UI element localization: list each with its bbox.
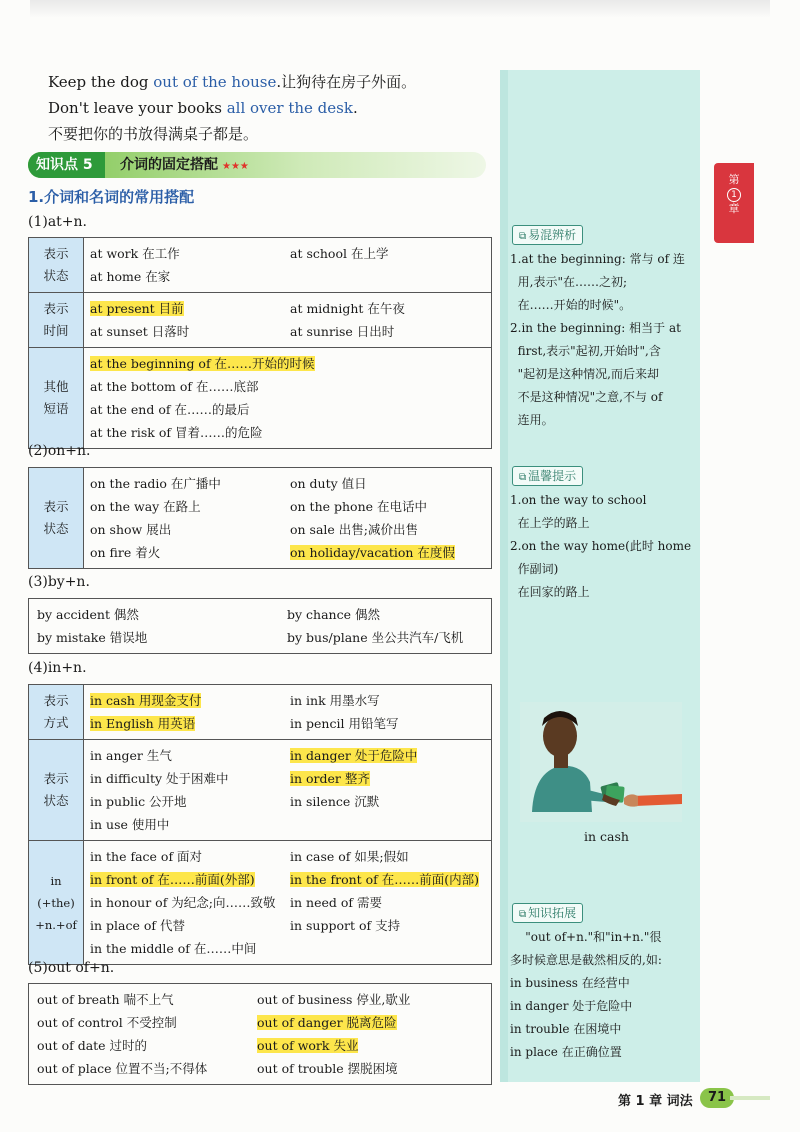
note-line: 用,表示"在……之初; xyxy=(510,275,628,289)
col-right xyxy=(290,242,490,288)
phrase: by bus/plane 坐公共汽车/飞机 xyxy=(287,630,464,645)
intro-text: . xyxy=(352,99,358,117)
note-line: in trouble 在困境中 xyxy=(510,1022,622,1036)
row-label-text: 表示 状态 xyxy=(43,246,69,283)
note-line: 1.at the beginning: 常与 of 连 xyxy=(510,252,685,266)
phrase: at the risk of 冒着……的危险 xyxy=(90,425,263,440)
phrase xyxy=(90,297,290,320)
highlighted-phrase: in order 整齐 xyxy=(290,771,370,786)
phrase: in use 使用中 xyxy=(90,817,170,832)
phrase xyxy=(90,689,290,712)
table-cell xyxy=(84,740,492,841)
cell-columns xyxy=(37,988,491,1080)
table-row xyxy=(29,468,492,569)
sidebar-note-extension xyxy=(510,926,696,1064)
table-in xyxy=(28,684,492,965)
phrase: at the end of 在……的最后 xyxy=(90,402,250,417)
sidebar-tag-extension xyxy=(512,903,583,923)
row-label xyxy=(29,238,84,293)
subheading-by: (3)by+n. xyxy=(28,574,90,590)
sidebar-tag-confusion xyxy=(512,225,583,245)
phrase: in difficulty 处于困难中 xyxy=(90,771,229,786)
cell-columns xyxy=(90,689,491,735)
col-right xyxy=(290,744,490,836)
highlighted-phrase: on holiday/vacation 在度假 xyxy=(290,545,455,560)
section-title xyxy=(120,152,249,180)
note-line: 在……开始的时候"。 xyxy=(510,298,632,312)
note-line: 在回家的路上 xyxy=(510,585,590,599)
highlighted-phrase: out of danger 脱离危险 xyxy=(257,1015,397,1030)
col-right xyxy=(290,297,490,343)
phrase: out of business 停业,歇业 xyxy=(257,992,411,1007)
phrase: on the radio 在广播中 xyxy=(90,476,221,491)
table-cell xyxy=(84,685,492,740)
col-right xyxy=(290,845,490,960)
col-left xyxy=(90,297,290,343)
note-line: in business 在经营中 xyxy=(510,976,630,990)
phrase: in need of 需要 xyxy=(290,895,382,910)
phrase: in pencil 用铅笔写 xyxy=(290,716,399,731)
phrase: out of trouble 摆脱困境 xyxy=(257,1061,398,1076)
table-on xyxy=(28,467,492,569)
note-line: in danger 处于危险中 xyxy=(510,999,633,1013)
note-line: first,表示"起初,开始时",含 xyxy=(510,344,661,358)
highlighted-phrase: at present 目前 xyxy=(90,301,184,316)
phrase: on duty 值日 xyxy=(290,476,367,491)
phrase: at school 在上学 xyxy=(290,246,389,261)
note-line: 2.on the way home(此时 home xyxy=(510,539,692,553)
phrase: at sunset 日落时 xyxy=(90,324,190,339)
cell-columns xyxy=(90,297,491,343)
cell-columns xyxy=(90,242,491,288)
table-row xyxy=(29,599,492,654)
table-at xyxy=(28,237,492,449)
phrase: in the middle of 在……中间 xyxy=(90,941,257,956)
phrase: in ink 用墨水写 xyxy=(290,693,380,708)
table-cell xyxy=(84,293,492,348)
table-row xyxy=(29,685,492,740)
phrase: at home 在家 xyxy=(90,269,171,284)
phrase: on the way 在路上 xyxy=(90,499,201,514)
table-cell xyxy=(84,841,492,965)
note-line: 1.on the way to school xyxy=(510,493,647,507)
row-label-text: 表示 时间 xyxy=(43,301,69,338)
row-label-text: 表示 状态 xyxy=(43,499,69,536)
row-label-text: in (+the) +n.+of xyxy=(35,873,77,932)
chapter-tab-bottom: 章 xyxy=(728,202,740,215)
phrase: on fire 着火 xyxy=(90,545,161,560)
phrase: on the phone 在电话中 xyxy=(290,499,427,514)
table-by xyxy=(28,598,492,654)
col-right xyxy=(287,603,487,649)
phrase xyxy=(257,1034,457,1057)
phrase: by mistake 错误地 xyxy=(37,630,148,645)
heading-1: 1.介词和名词的常用搭配 xyxy=(28,188,195,206)
intro-text: Keep the dog xyxy=(48,73,154,91)
sidebar-tag-tips xyxy=(512,466,583,486)
col-right xyxy=(257,988,457,1080)
phrase: at sunrise 日出时 xyxy=(290,324,395,339)
intro-line-2 xyxy=(48,98,358,118)
table-outof xyxy=(28,983,492,1085)
section-tag: 知识点 5 xyxy=(28,152,105,178)
highlighted-phrase: in the front of 在……前面(内部) xyxy=(290,872,480,887)
note-line: "out of+n."和"in+n."很 xyxy=(510,930,662,944)
highlighted-phrase: in danger 处于危险中 xyxy=(290,748,418,763)
table-row xyxy=(29,348,492,449)
note-line: 在上学的路上 xyxy=(510,516,590,530)
sidebar-note-confusion xyxy=(510,248,696,432)
chapter-tab xyxy=(714,163,754,243)
chapter-tab-top: 第 xyxy=(728,173,740,186)
tag-label: 易混辨析 xyxy=(528,228,577,242)
tag-icon: ⧉ xyxy=(519,909,527,920)
row-label xyxy=(29,740,84,841)
col-left xyxy=(90,845,290,960)
highlighted-phrase: in cash 用现金支付 xyxy=(90,693,202,708)
phrase: on sale 出售;减价出售 xyxy=(290,522,418,537)
row-label xyxy=(29,841,84,965)
cell-columns xyxy=(90,845,491,960)
intro-highlight: all over the desk xyxy=(226,99,353,117)
cell-columns xyxy=(37,603,491,649)
cash-payment-illustration xyxy=(520,702,682,822)
table-row xyxy=(29,841,492,965)
phrase: out of breath 喘不上气 xyxy=(37,992,174,1007)
phrase: out of date 过时的 xyxy=(37,1038,148,1053)
illustration-caption: in cash xyxy=(584,829,629,844)
phrase: in support of 支持 xyxy=(290,918,401,933)
section-title-text: 介词的固定搭配 xyxy=(120,157,218,173)
other-sleeve xyxy=(632,794,682,806)
table-cell xyxy=(29,984,492,1085)
tag-label: 温馨提示 xyxy=(528,469,577,483)
chapter-number: 1 xyxy=(727,188,741,202)
note-line: "起初是这种情况,而后来却 xyxy=(510,367,659,381)
table-cell xyxy=(84,468,492,569)
table-row xyxy=(29,984,492,1085)
star-icons: ★★★ xyxy=(222,161,249,172)
sidebar-note-tips xyxy=(510,489,696,604)
page-number-tail xyxy=(730,1096,770,1100)
phrase: at work 在工作 xyxy=(90,246,180,261)
row-label-text: 其他 短语 xyxy=(43,379,69,416)
sidebar-edge xyxy=(500,70,508,1082)
phrase: by accident 偶然 xyxy=(37,607,139,622)
subheading-on: (2)on+n. xyxy=(28,443,91,459)
phrase: at midnight 在午夜 xyxy=(290,301,405,316)
col-right xyxy=(290,689,490,735)
page-number: 71 xyxy=(700,1088,734,1108)
subheading-at: (1)at+n. xyxy=(28,214,88,230)
phrase: in place of 代替 xyxy=(90,918,185,933)
col-left xyxy=(90,242,290,288)
phrase xyxy=(290,541,490,564)
tag-icon: ⧉ xyxy=(519,472,527,483)
phrase xyxy=(90,352,491,375)
phrase: in anger 生气 xyxy=(90,748,172,763)
phrase xyxy=(257,1011,457,1034)
note-line: 不是这种情况"之意,不与 of xyxy=(510,390,663,404)
phrase: in public 公开地 xyxy=(90,794,187,809)
person-head xyxy=(543,715,577,757)
tag-label: 知识拓展 xyxy=(528,906,577,920)
subheading-in: (4)in+n. xyxy=(28,660,87,676)
table-row xyxy=(29,740,492,841)
cell-columns xyxy=(90,744,491,836)
phrase xyxy=(290,744,490,767)
phrase: in the face of 面对 xyxy=(90,849,203,864)
table-cell xyxy=(29,599,492,654)
phrase xyxy=(90,868,290,891)
note-line: 2.in the beginning: 相当于 at xyxy=(510,321,681,335)
col-right xyxy=(290,472,490,564)
table-row xyxy=(29,293,492,348)
col-left xyxy=(37,988,257,1080)
top-shadow xyxy=(30,0,770,18)
row-label-text: 表示 状态 xyxy=(43,771,69,808)
phrase: on show 展出 xyxy=(90,522,172,537)
table-cell xyxy=(84,238,492,293)
phrase: in case of 如果;假如 xyxy=(290,849,409,864)
phrase: by chance 偶然 xyxy=(287,607,380,622)
note-line: 多时候意思是截然相反的,如: xyxy=(510,953,662,967)
cell-columns xyxy=(90,472,491,564)
row-label xyxy=(29,685,84,740)
phrase: out of control 不受控制 xyxy=(37,1015,177,1030)
note-line: 连用。 xyxy=(510,413,554,427)
row-label xyxy=(29,293,84,348)
table-cell xyxy=(84,348,492,449)
intro-line-1 xyxy=(48,72,416,92)
phrase xyxy=(90,712,290,735)
col-left xyxy=(90,472,290,564)
highlighted-phrase: at the beginning of 在……开始的时候 xyxy=(90,356,315,371)
intro-text: Don't leave your books xyxy=(48,99,227,117)
table-row xyxy=(29,238,492,293)
row-label xyxy=(29,468,84,569)
highlighted-phrase: in front of 在……前面(外部) xyxy=(90,872,255,887)
phrase: at the bottom of 在……底部 xyxy=(90,379,259,394)
intro-highlight: out of the house xyxy=(153,73,277,91)
tag-icon: ⧉ xyxy=(519,231,527,242)
phrase: in silence 沉默 xyxy=(290,794,380,809)
phrase: in honour of 为纪念;向……致敬 xyxy=(90,895,276,910)
highlighted-phrase: out of work 失业 xyxy=(257,1038,359,1053)
intro-line-3: 不要把你的书放得满桌子都是。 xyxy=(48,125,259,143)
row-label-text: 表示 方式 xyxy=(43,693,69,730)
phrase xyxy=(290,767,490,790)
intro-text: .让狗待在房子外面。 xyxy=(276,73,417,91)
note-line: in place 在正确位置 xyxy=(510,1045,622,1059)
highlighted-phrase: in English 用英语 xyxy=(90,716,196,731)
col-left xyxy=(37,603,287,649)
subheading-outof: (5)out of+n. xyxy=(28,960,115,976)
row-label xyxy=(29,348,84,449)
footer-chapter: 第 1 章 词法 xyxy=(618,1094,693,1109)
col-left xyxy=(90,689,290,735)
note-line: 作副词) xyxy=(510,562,559,576)
phrase xyxy=(290,868,490,891)
col-left xyxy=(90,744,290,836)
phrase: out of place 位置不当;不得体 xyxy=(37,1061,208,1076)
